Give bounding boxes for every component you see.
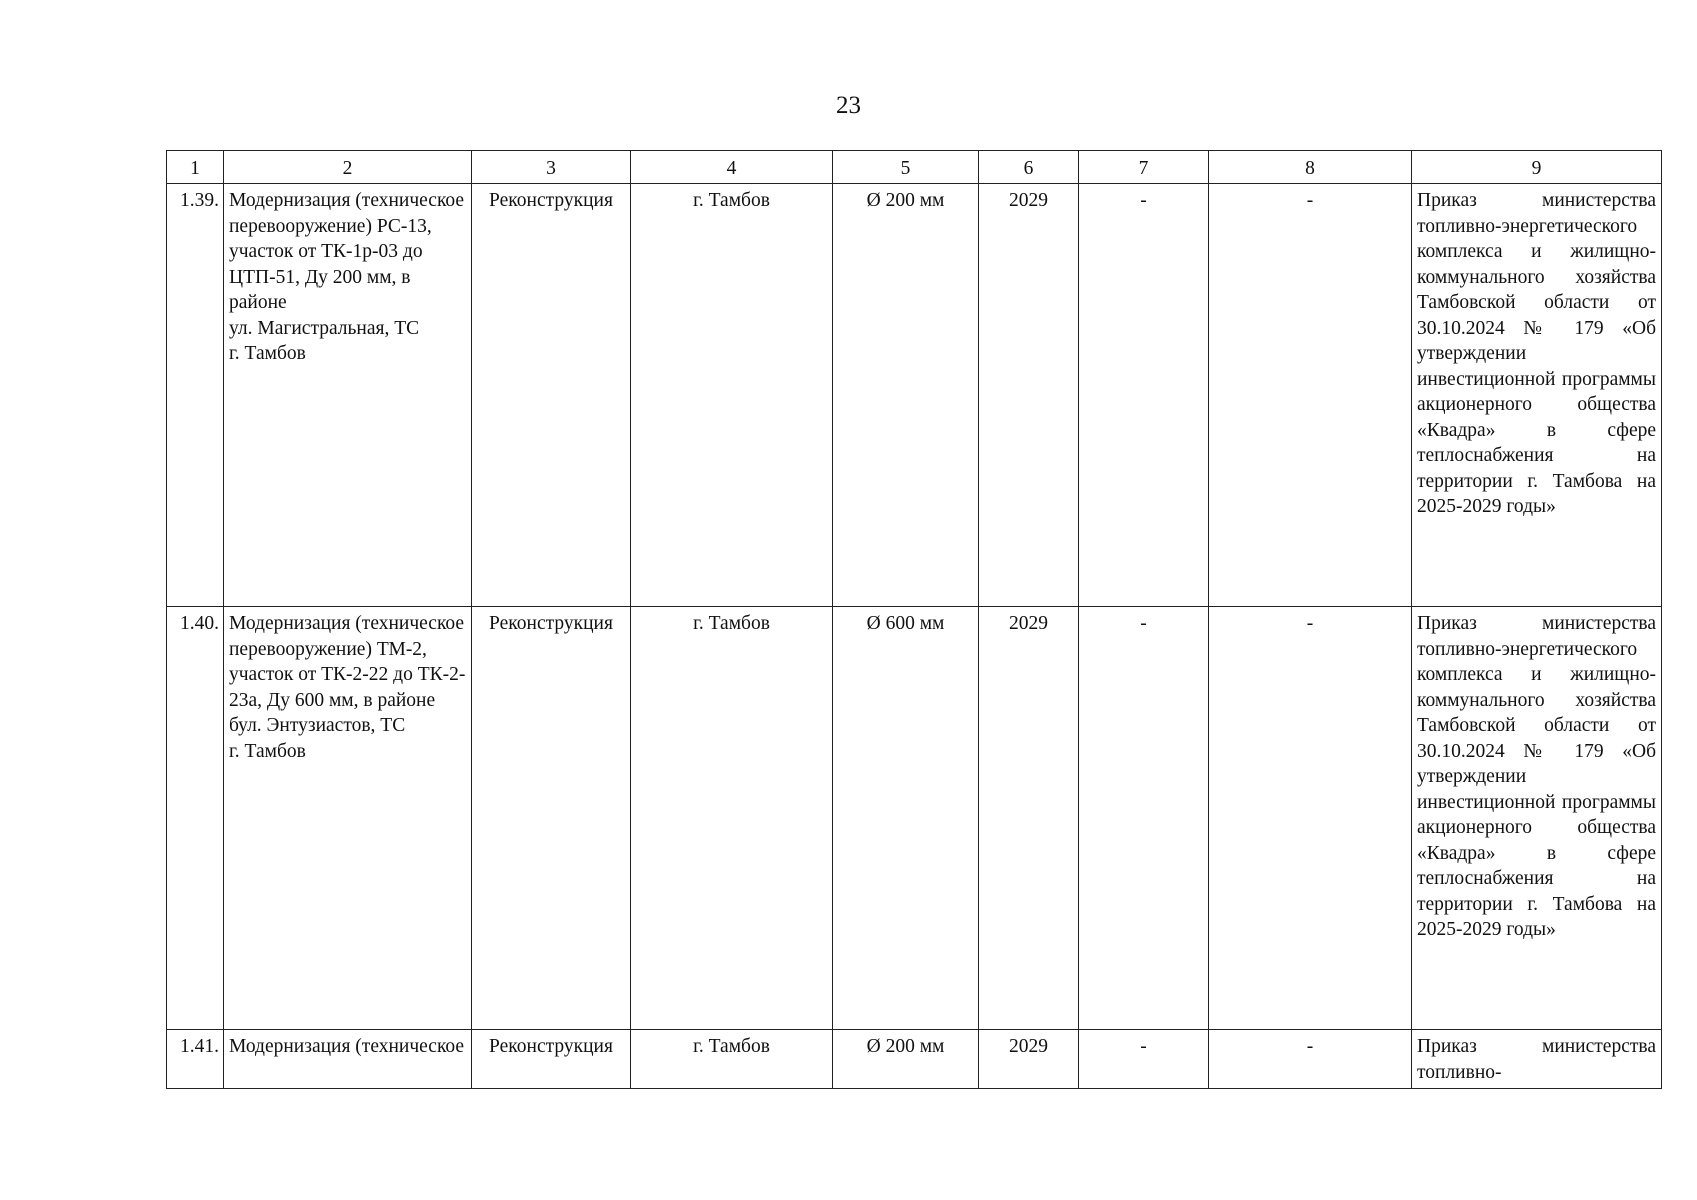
object-name: Модернизация (техническое перевооружение) ТМ-2, участок от ТК-2-22 до ТК-2-23а, Ду 600 мм, в районе бул. Энтузиастов, ТС г. Тамбов	[224, 607, 472, 1030]
year: 2029	[979, 184, 1079, 607]
diameter: Ø 200 мм	[833, 184, 979, 607]
location: г. Тамбов	[631, 184, 833, 607]
header-col-7: 7	[1079, 151, 1209, 184]
work-type: Реконструкция	[472, 607, 631, 1030]
diameter: Ø 600 мм	[833, 607, 979, 1030]
header-col-8: 8	[1209, 151, 1412, 184]
table-row	[167, 1030, 1662, 1089]
col-8-value: -	[1209, 1030, 1412, 1089]
object-name: Модернизация (техническое	[224, 1030, 472, 1089]
year: 2029	[979, 1030, 1079, 1089]
col-7-value: -	[1079, 1030, 1209, 1089]
col-7-value: -	[1079, 607, 1209, 1030]
table-row	[167, 184, 1662, 607]
row-number: 1.39.	[167, 184, 224, 607]
col-8-value: -	[1209, 607, 1412, 1030]
header-col-9: 9	[1412, 151, 1662, 184]
year: 2029	[979, 607, 1079, 1030]
row-number: 1.41.	[167, 1030, 224, 1089]
header-col-5: 5	[833, 151, 979, 184]
legal-basis: Приказ министерства топливно-энергетического комплекса и жилищно-коммунального хозяйства Тамбовской области от 30.10.2024 № 179 «Об утверждении инвестиционной программы акционерного общества «Квадра» в сфере теплоснабжения на территории г. Тамбова на 2025-2029 годы»	[1412, 607, 1662, 1030]
object-name: Модернизация (техническое перевооружение) РС-13, участок от ТК-1р-03 до ЦТП-51, Ду 200 мм, в районе ул. Магистральная, ТС г. Тамбов	[224, 184, 472, 607]
header-col-6: 6	[979, 151, 1079, 184]
legal-basis: Приказ министерства топливно-	[1412, 1030, 1662, 1089]
col-8-value: -	[1209, 184, 1412, 607]
investment-table	[166, 150, 1662, 1089]
diameter: Ø 200 мм	[833, 1030, 979, 1089]
legal-basis: Приказ министерства топливно-энергетического комплекса и жилищно-коммунального хозяйства Тамбовской области от 30.10.2024 № 179 «Об утверждении инвестиционной программы акционерного общества «Квадра» в сфере теплоснабжения на территории г. Тамбова на 2025-2029 годы»	[1412, 184, 1662, 607]
header-row	[167, 151, 1662, 184]
work-type: Реконструкция	[472, 184, 631, 607]
row-number: 1.40.	[167, 607, 224, 1030]
header-col-1: 1	[167, 151, 224, 184]
page-number: 23	[836, 92, 861, 119]
location: г. Тамбов	[631, 1030, 833, 1089]
col-7-value: -	[1079, 184, 1209, 607]
location: г. Тамбов	[631, 607, 833, 1030]
table-row	[167, 607, 1662, 1030]
header-col-4: 4	[631, 151, 833, 184]
work-type: Реконструкция	[472, 1030, 631, 1089]
header-col-3: 3	[472, 151, 631, 184]
header-col-2: 2	[224, 151, 472, 184]
